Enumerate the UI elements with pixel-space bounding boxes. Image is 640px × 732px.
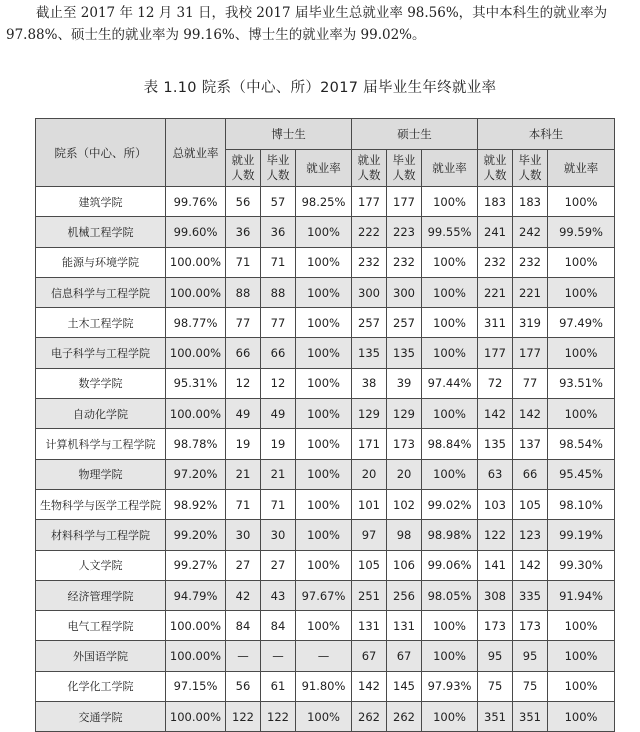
- undergrad-rate-cell: 98.10%: [548, 489, 615, 519]
- undergrad-graduates-cell: 142: [513, 550, 548, 580]
- undergrad-rate-cell: 100%: [548, 399, 615, 429]
- intro-line-2: 97.88%、硕士生的就业率为 99.16%、博士生的就业率为 99.02%。: [6, 27, 426, 43]
- table-row: [36, 489, 615, 519]
- header-graduate-count: 毕业 人数: [387, 150, 422, 187]
- doctoral-employed-cell: 19: [226, 429, 261, 459]
- master-graduates-cell: 102: [387, 489, 422, 519]
- table-body: [36, 187, 615, 732]
- master-employed-cell: 135: [352, 338, 387, 368]
- dept-name-cell: 机械工程学院: [36, 217, 166, 247]
- table-row: [36, 308, 615, 338]
- master-employed-cell: 38: [352, 368, 387, 398]
- undergrad-graduates-cell: 77: [513, 368, 548, 398]
- undergrad-graduates-cell: 351: [513, 702, 548, 732]
- doctoral-graduates-cell: 71: [261, 247, 296, 277]
- dept-name-cell: 自动化学院: [36, 399, 166, 429]
- table-row: [36, 702, 615, 732]
- doctoral-employed-cell: 77: [226, 308, 261, 338]
- doctoral-rate-cell: 100%: [296, 368, 352, 398]
- master-rate-cell: 98.84%: [422, 429, 478, 459]
- table-row: [36, 611, 615, 641]
- master-graduates-cell: 177: [387, 187, 422, 217]
- doctoral-graduates-cell: —: [261, 641, 296, 671]
- dept-name-cell: 能源与环境学院: [36, 247, 166, 277]
- doctoral-rate-cell: 100%: [296, 277, 352, 307]
- header-employed-count: 就业 人数: [352, 150, 387, 187]
- undergrad-employed-cell: 122: [478, 520, 513, 550]
- doctoral-rate-cell: 100%: [296, 247, 352, 277]
- dept-name-cell: 电子科学与工程学院: [36, 338, 166, 368]
- total-rate-cell: 100.00%: [166, 399, 226, 429]
- master-rate-cell: 97.93%: [422, 671, 478, 701]
- doctoral-employed-cell: 42: [226, 580, 261, 610]
- undergrad-graduates-cell: 173: [513, 611, 548, 641]
- table-row: [36, 580, 615, 610]
- undergrad-rate-cell: 91.94%: [548, 580, 615, 610]
- doctoral-rate-cell: 97.67%: [296, 580, 352, 610]
- master-rate-cell: 100%: [422, 187, 478, 217]
- table-row: [36, 187, 615, 217]
- table-row: [36, 338, 615, 368]
- master-rate-cell: 100%: [422, 641, 478, 671]
- dept-name-cell: 物理学院: [36, 459, 166, 489]
- doctoral-graduates-cell: 61: [261, 671, 296, 701]
- master-graduates-cell: 256: [387, 580, 422, 610]
- master-graduates-cell: 98: [387, 520, 422, 550]
- dept-name-cell: 外国语学院: [36, 641, 166, 671]
- undergrad-rate-cell: 100%: [548, 611, 615, 641]
- master-graduates-cell: 262: [387, 702, 422, 732]
- undergrad-rate-cell: 100%: [548, 187, 615, 217]
- total-rate-cell: 100.00%: [166, 611, 226, 641]
- dept-name-cell: 材料科学与工程学院: [36, 520, 166, 550]
- doctoral-graduates-cell: 36: [261, 217, 296, 247]
- master-rate-cell: 99.06%: [422, 550, 478, 580]
- total-rate-cell: 99.27%: [166, 550, 226, 580]
- master-employed-cell: 97: [352, 520, 387, 550]
- table-row: [36, 641, 615, 671]
- undergrad-graduates-cell: 123: [513, 520, 548, 550]
- doctoral-rate-cell: 100%: [296, 489, 352, 519]
- total-rate-cell: 99.76%: [166, 187, 226, 217]
- undergrad-employed-cell: 351: [478, 702, 513, 732]
- total-rate-cell: 100.00%: [166, 338, 226, 368]
- total-rate-cell: 97.20%: [166, 459, 226, 489]
- undergrad-employed-cell: 75: [478, 671, 513, 701]
- table-row: [36, 368, 615, 398]
- dept-name-cell: 经济管理学院: [36, 580, 166, 610]
- doctoral-graduates-cell: 43: [261, 580, 296, 610]
- master-employed-cell: 251: [352, 580, 387, 610]
- master-graduates-cell: 39: [387, 368, 422, 398]
- total-rate-cell: 99.20%: [166, 520, 226, 550]
- doctoral-employed-cell: 71: [226, 489, 261, 519]
- undergrad-graduates-cell: 232: [513, 247, 548, 277]
- doctoral-employed-cell: 56: [226, 187, 261, 217]
- master-graduates-cell: 129: [387, 399, 422, 429]
- doctoral-employed-cell: 84: [226, 611, 261, 641]
- master-graduates-cell: 135: [387, 338, 422, 368]
- total-rate-cell: 98.77%: [166, 308, 226, 338]
- doctoral-employed-cell: 36: [226, 217, 261, 247]
- doctoral-graduates-cell: 57: [261, 187, 296, 217]
- doctoral-rate-cell: 91.80%: [296, 671, 352, 701]
- master-rate-cell: 97.44%: [422, 368, 478, 398]
- master-rate-cell: 100%: [422, 399, 478, 429]
- master-employed-cell: 105: [352, 550, 387, 580]
- master-employed-cell: 142: [352, 671, 387, 701]
- header-employed-count: 就业 人数: [226, 150, 261, 187]
- master-rate-cell: 99.55%: [422, 217, 478, 247]
- doctoral-employed-cell: 27: [226, 550, 261, 580]
- header-group-doctoral: 博士生: [226, 119, 352, 150]
- total-rate-cell: 100.00%: [166, 247, 226, 277]
- master-graduates-cell: 232: [387, 247, 422, 277]
- master-graduates-cell: 131: [387, 611, 422, 641]
- master-rate-cell: 100%: [422, 702, 478, 732]
- total-rate-cell: 97.15%: [166, 671, 226, 701]
- total-rate-cell: 98.78%: [166, 429, 226, 459]
- undergrad-employed-cell: 135: [478, 429, 513, 459]
- doctoral-graduates-cell: 21: [261, 459, 296, 489]
- header-group-undergrad: 本科生: [478, 119, 615, 150]
- doctoral-graduates-cell: 84: [261, 611, 296, 641]
- doctoral-rate-cell: 100%: [296, 217, 352, 247]
- master-graduates-cell: 300: [387, 277, 422, 307]
- doctoral-employed-cell: 12: [226, 368, 261, 398]
- undergrad-employed-cell: 95: [478, 641, 513, 671]
- doctoral-rate-cell: 100%: [296, 338, 352, 368]
- dept-name-cell: 信息科学与工程学院: [36, 277, 166, 307]
- header-total-rate: 总就业率: [166, 119, 226, 187]
- doctoral-graduates-cell: 88: [261, 277, 296, 307]
- undergrad-graduates-cell: 242: [513, 217, 548, 247]
- doctoral-graduates-cell: 27: [261, 550, 296, 580]
- undergrad-employed-cell: 221: [478, 277, 513, 307]
- undergrad-employed-cell: 142: [478, 399, 513, 429]
- dept-name-cell: 计算机科学与工程学院: [36, 429, 166, 459]
- doctoral-rate-cell: 100%: [296, 550, 352, 580]
- undergrad-employed-cell: 173: [478, 611, 513, 641]
- master-employed-cell: 257: [352, 308, 387, 338]
- undergrad-graduates-cell: 105: [513, 489, 548, 519]
- master-graduates-cell: 257: [387, 308, 422, 338]
- doctoral-graduates-cell: 71: [261, 489, 296, 519]
- undergrad-employed-cell: 63: [478, 459, 513, 489]
- header-dept: 院系（中心、所）: [36, 119, 166, 187]
- dept-name-cell: 电气工程学院: [36, 611, 166, 641]
- table-row: [36, 399, 615, 429]
- employment-rate-table: [35, 118, 615, 732]
- undergrad-graduates-cell: 95: [513, 641, 548, 671]
- dept-name-cell: 土木工程学院: [36, 308, 166, 338]
- doctoral-rate-cell: 100%: [296, 429, 352, 459]
- total-rate-cell: 100.00%: [166, 702, 226, 732]
- doctoral-graduates-cell: 12: [261, 368, 296, 398]
- dept-name-cell: 数学学院: [36, 368, 166, 398]
- master-employed-cell: 171: [352, 429, 387, 459]
- undergrad-rate-cell: 99.30%: [548, 550, 615, 580]
- master-graduates-cell: 223: [387, 217, 422, 247]
- master-employed-cell: 67: [352, 641, 387, 671]
- undergrad-employed-cell: 232: [478, 247, 513, 277]
- undergrad-graduates-cell: 183: [513, 187, 548, 217]
- master-rate-cell: 100%: [422, 277, 478, 307]
- doctoral-employed-cell: —: [226, 641, 261, 671]
- total-rate-cell: 95.31%: [166, 368, 226, 398]
- undergrad-rate-cell: 100%: [548, 277, 615, 307]
- undergrad-rate-cell: 99.19%: [548, 520, 615, 550]
- doctoral-graduates-cell: 77: [261, 308, 296, 338]
- master-employed-cell: 129: [352, 399, 387, 429]
- undergrad-rate-cell: 97.49%: [548, 308, 615, 338]
- doctoral-employed-cell: 30: [226, 520, 261, 550]
- table-row: [36, 459, 615, 489]
- table-row: [36, 550, 615, 580]
- total-rate-cell: 99.60%: [166, 217, 226, 247]
- doctoral-graduates-cell: 66: [261, 338, 296, 368]
- dept-name-cell: 交通学院: [36, 702, 166, 732]
- master-graduates-cell: 173: [387, 429, 422, 459]
- undergrad-graduates-cell: 66: [513, 459, 548, 489]
- master-employed-cell: 222: [352, 217, 387, 247]
- table-row: [36, 520, 615, 550]
- undergrad-graduates-cell: 137: [513, 429, 548, 459]
- doctoral-graduates-cell: 30: [261, 520, 296, 550]
- doctoral-rate-cell: 98.25%: [296, 187, 352, 217]
- master-rate-cell: 98.98%: [422, 520, 478, 550]
- total-rate-cell: 100.00%: [166, 277, 226, 307]
- doctoral-graduates-cell: 49: [261, 399, 296, 429]
- undergrad-rate-cell: 100%: [548, 671, 615, 701]
- undergrad-graduates-cell: 177: [513, 338, 548, 368]
- doctoral-employed-cell: 66: [226, 338, 261, 368]
- undergrad-rate-cell: 100%: [548, 641, 615, 671]
- master-rate-cell: 100%: [422, 308, 478, 338]
- total-rate-cell: 100.00%: [166, 641, 226, 671]
- doctoral-employed-cell: 21: [226, 459, 261, 489]
- master-graduates-cell: 106: [387, 550, 422, 580]
- doctoral-employed-cell: 88: [226, 277, 261, 307]
- table-row: [36, 429, 615, 459]
- master-rate-cell: 98.05%: [422, 580, 478, 610]
- undergrad-graduates-cell: 335: [513, 580, 548, 610]
- table-caption: 表 1.10 院系（中心、所）2017 届毕业生年终就业率: [143, 80, 497, 96]
- master-rate-cell: 100%: [422, 611, 478, 641]
- undergrad-employed-cell: 311: [478, 308, 513, 338]
- undergrad-rate-cell: 95.45%: [548, 459, 615, 489]
- doctoral-employed-cell: 56: [226, 671, 261, 701]
- undergrad-employed-cell: 308: [478, 580, 513, 610]
- header-rate: 就业率: [548, 150, 615, 187]
- master-employed-cell: 232: [352, 247, 387, 277]
- total-rate-cell: 94.79%: [166, 580, 226, 610]
- doctoral-employed-cell: 71: [226, 247, 261, 277]
- master-employed-cell: 101: [352, 489, 387, 519]
- header-employed-count: 就业 人数: [478, 150, 513, 187]
- dept-name-cell: 建筑学院: [36, 187, 166, 217]
- doctoral-graduates-cell: 19: [261, 429, 296, 459]
- undergrad-rate-cell: 100%: [548, 702, 615, 732]
- doctoral-graduates-cell: 122: [261, 702, 296, 732]
- undergrad-employed-cell: 183: [478, 187, 513, 217]
- table-row: [36, 277, 615, 307]
- table-row: [36, 247, 615, 277]
- doctoral-rate-cell: —: [296, 641, 352, 671]
- dept-name-cell: 生物科学与医学工程学院: [36, 489, 166, 519]
- undergrad-employed-cell: 141: [478, 550, 513, 580]
- master-graduates-cell: 67: [387, 641, 422, 671]
- undergrad-graduates-cell: 75: [513, 671, 548, 701]
- undergrad-graduates-cell: 221: [513, 277, 548, 307]
- dept-name-cell: 化学化工学院: [36, 671, 166, 701]
- doctoral-rate-cell: 100%: [296, 611, 352, 641]
- master-rate-cell: 100%: [422, 338, 478, 368]
- undergrad-employed-cell: 241: [478, 217, 513, 247]
- doctoral-employed-cell: 122: [226, 702, 261, 732]
- master-graduates-cell: 145: [387, 671, 422, 701]
- header-rate: 就业率: [296, 150, 352, 187]
- header-graduate-count: 毕业 人数: [261, 150, 296, 187]
- doctoral-rate-cell: 100%: [296, 702, 352, 732]
- table-row: [36, 671, 615, 701]
- doctoral-rate-cell: 100%: [296, 459, 352, 489]
- undergrad-rate-cell: 98.54%: [548, 429, 615, 459]
- master-employed-cell: 177: [352, 187, 387, 217]
- undergrad-rate-cell: 93.51%: [548, 368, 615, 398]
- master-employed-cell: 262: [352, 702, 387, 732]
- undergrad-rate-cell: 100%: [548, 338, 615, 368]
- doctoral-rate-cell: 100%: [296, 399, 352, 429]
- master-rate-cell: 100%: [422, 459, 478, 489]
- undergrad-employed-cell: 72: [478, 368, 513, 398]
- total-rate-cell: 98.92%: [166, 489, 226, 519]
- dept-name-cell: 人文学院: [36, 550, 166, 580]
- undergrad-rate-cell: 100%: [548, 247, 615, 277]
- table-row: [36, 217, 615, 247]
- header-group-master: 硕士生: [352, 119, 478, 150]
- intro-paragraph: [0, 0, 640, 46]
- master-employed-cell: 131: [352, 611, 387, 641]
- intro-line-1: 截止至 2017 年 12 月 31 日，我校 2017 届毕业生总就业率 98.56%，其中本科生的就业率为: [36, 5, 608, 21]
- master-rate-cell: 99.02%: [422, 489, 478, 519]
- undergrad-employed-cell: 103: [478, 489, 513, 519]
- undergrad-graduates-cell: 319: [513, 308, 548, 338]
- undergrad-rate-cell: 99.59%: [548, 217, 615, 247]
- doctoral-rate-cell: 100%: [296, 520, 352, 550]
- master-graduates-cell: 20: [387, 459, 422, 489]
- header-rate: 就业率: [422, 150, 478, 187]
- doctoral-rate-cell: 100%: [296, 308, 352, 338]
- master-rate-cell: 100%: [422, 247, 478, 277]
- master-employed-cell: 300: [352, 277, 387, 307]
- master-employed-cell: 20: [352, 459, 387, 489]
- undergrad-graduates-cell: 142: [513, 399, 548, 429]
- doctoral-employed-cell: 49: [226, 399, 261, 429]
- header-graduate-count: 毕业 人数: [513, 150, 548, 187]
- undergrad-employed-cell: 177: [478, 338, 513, 368]
